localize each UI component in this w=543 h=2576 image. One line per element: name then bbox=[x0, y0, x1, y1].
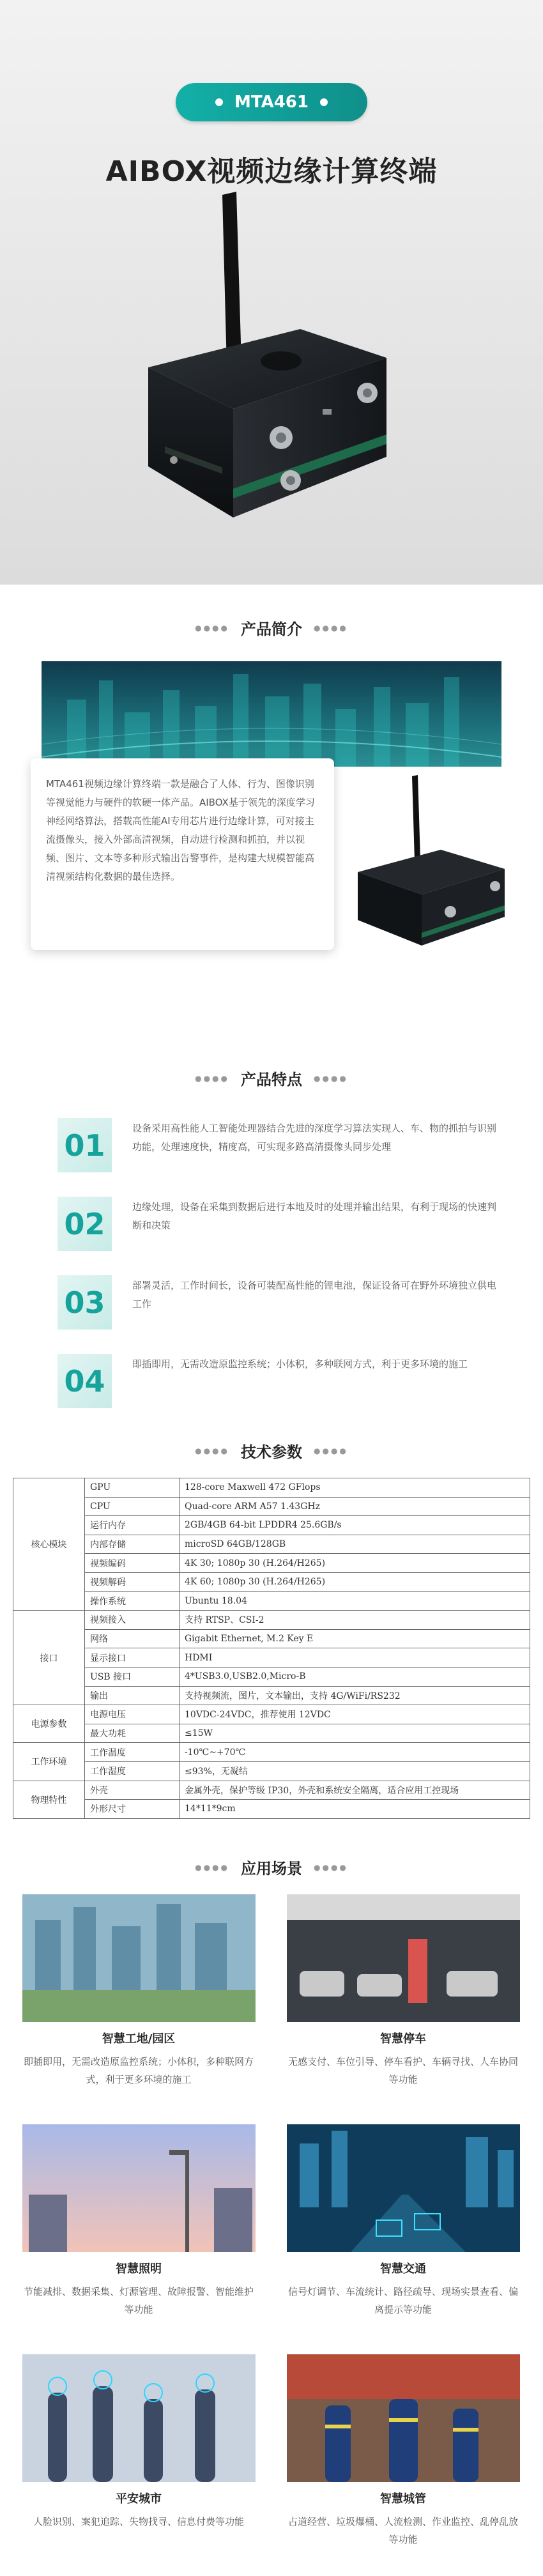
spec-value: 4K 30; 1080p 30 (H.264/H265) bbox=[180, 1554, 530, 1573]
smart-lighting-image bbox=[22, 2124, 256, 2252]
spec-value: 支持视频流，图片，文本输出，支持 4G/WiFi/RS232 bbox=[180, 1686, 530, 1705]
table-row bbox=[13, 1648, 530, 1667]
smart-traffic-image bbox=[287, 2124, 520, 2252]
spec-key: 工作温度 bbox=[85, 1743, 180, 1762]
model-badge bbox=[176, 83, 367, 121]
table-row bbox=[13, 1591, 530, 1611]
table-row bbox=[13, 1572, 530, 1591]
spec-key: 视频接入 bbox=[85, 1611, 180, 1630]
spec-value: ≤15W bbox=[180, 1724, 530, 1743]
feature-number: 03 bbox=[57, 1275, 112, 1330]
spec-key: 工作湿度 bbox=[85, 1761, 180, 1781]
intro-card bbox=[31, 758, 334, 950]
scene-desc: 节能减排、数据采集、灯源管理、故障报警、智能维护等功能 bbox=[23, 2286, 254, 2315]
scene-name: 智慧工地/园区 bbox=[102, 2032, 176, 2046]
feature-item bbox=[57, 1275, 505, 1330]
scene-desc: 人脸识别、案犯追踪、失物找寻、信息付费等功能 bbox=[33, 2516, 244, 2527]
right-dots-icon: ●●●● bbox=[314, 1073, 348, 1083]
city-background-image bbox=[42, 661, 501, 767]
table-row bbox=[13, 1686, 530, 1705]
spec-key: 最大功耗 bbox=[85, 1724, 180, 1743]
spec-key: 显示接口 bbox=[85, 1648, 180, 1667]
urban-management-image bbox=[287, 2354, 520, 2482]
table-row bbox=[13, 1535, 530, 1554]
scenes-heading: 应用场景 bbox=[241, 1860, 302, 1878]
feature-number: 02 bbox=[57, 1197, 112, 1251]
table-row bbox=[13, 1497, 530, 1516]
scenes-section bbox=[0, 1856, 543, 2556]
left-dots-icon: ●●●● bbox=[195, 1446, 229, 1455]
spec-key: USB 接口 bbox=[85, 1667, 180, 1686]
spec-value: ≤93%，无凝结 bbox=[180, 1761, 530, 1781]
feature-text: 部署灵活，工作时间长，设备可装配高性能的锂电池，保证设备可在野外环境独立供电工作 bbox=[132, 1280, 497, 1310]
table-row bbox=[13, 1667, 530, 1686]
spec-key: 视频编码 bbox=[85, 1554, 180, 1573]
spec-category: 物理特性 bbox=[13, 1781, 85, 1818]
spec-value: 4*USB3.0,USB2.0,Micro-B bbox=[180, 1667, 530, 1686]
feature-item bbox=[57, 1118, 505, 1172]
scene-name: 智慧照明 bbox=[116, 2262, 162, 2276]
spec-key: 电源电压 bbox=[85, 1705, 180, 1724]
safe-city-image bbox=[22, 2354, 256, 2482]
intro-text: MTA461视频边缘计算终端一款是融合了人体、行为、图像识别等视觉能力与硬件的软硬一体产品。AIBOX基于领先的深度学习神经网络算法，搭载高性能AI专用芯片进行边缘计算，可对接主流摄像头，接入外部高清视频，自动进行检测和抓拍，并以视频、图片、文本等多种形式输出告警事件，是构建大规模智能高清视频结构化数据的最佳选择。 bbox=[46, 778, 315, 882]
left-dots-icon: ●●●● bbox=[195, 1862, 229, 1872]
dot-icon bbox=[215, 98, 223, 106]
spec-value: HDMI bbox=[180, 1648, 530, 1667]
model-label: MTA461 bbox=[234, 93, 309, 112]
features-section bbox=[0, 1032, 543, 1428]
left-dots-icon: ●●●● bbox=[195, 1073, 229, 1083]
scene-name: 平安城市 bbox=[116, 2492, 162, 2506]
spec-key: 视频解码 bbox=[85, 1572, 180, 1591]
section-heading bbox=[0, 1067, 543, 1089]
spec-key: CPU bbox=[85, 1497, 180, 1516]
specs-heading: 技术参数 bbox=[241, 1443, 302, 1461]
intro-heading: 产品简介 bbox=[241, 620, 302, 638]
spec-value: 金属外壳，保护等级 IP30，外壳和系统安全隔离，适合应用工控现场 bbox=[180, 1781, 530, 1800]
spec-category: 接口 bbox=[13, 1611, 85, 1705]
spec-key: 外壳 bbox=[85, 1781, 180, 1800]
table-row bbox=[13, 1800, 530, 1819]
scene-card bbox=[285, 2354, 521, 2549]
table-row bbox=[13, 1516, 530, 1535]
smart-parking-image bbox=[287, 1894, 520, 2022]
scene-desc: 占道经营、垃圾爆桶、人流检测、作业监控、乱停乱放等功能 bbox=[287, 2516, 518, 2545]
hero-banner bbox=[0, 0, 543, 585]
spec-key: 网络 bbox=[85, 1629, 180, 1648]
scene-name: 智慧城管 bbox=[380, 2492, 426, 2506]
scene-card bbox=[285, 2124, 521, 2319]
feature-number: 04 bbox=[57, 1354, 112, 1408]
page-title: AIBOX视频边缘计算终端 bbox=[105, 155, 438, 188]
feature-text: 设备采用高性能人工智能处理器结合先进的深度学习算法实现人、车、物的抓拍与识别功能，处理速度快，精度高，可实现多路高清摄像头同步处理 bbox=[132, 1123, 497, 1153]
table-row bbox=[13, 1629, 530, 1648]
device-image bbox=[345, 770, 517, 962]
scene-name: 智慧停车 bbox=[380, 2032, 426, 2046]
scene-card bbox=[20, 2354, 257, 2531]
right-dots-icon: ●●●● bbox=[314, 1862, 348, 1872]
spec-value: 2GB/4GB 64-bit LPDDR4 25.6GB/s bbox=[180, 1516, 530, 1535]
spec-value: 14*11*9cm bbox=[180, 1800, 530, 1819]
specs-section bbox=[0, 1428, 543, 1856]
section-heading bbox=[0, 1439, 543, 1462]
spec-value: microSD 64GB/128GB bbox=[180, 1535, 530, 1554]
table-row bbox=[13, 1743, 530, 1762]
scene-card bbox=[285, 1894, 521, 2089]
spec-key: 外形尺寸 bbox=[85, 1800, 180, 1819]
scene-desc: 信号灯调节、车流统计、路径疏导、现场实景查看、偏离提示等功能 bbox=[287, 2286, 518, 2315]
spec-key: 操作系统 bbox=[85, 1591, 180, 1611]
table-row bbox=[13, 1724, 530, 1743]
spec-value: 4K 60; 1080p 30 (H.264/H265) bbox=[180, 1572, 530, 1591]
features-heading: 产品特点 bbox=[241, 1071, 302, 1089]
spec-value: Gigabit Ethernet, M.2 Key E bbox=[180, 1629, 530, 1648]
table-row bbox=[13, 1611, 530, 1630]
table-row bbox=[13, 1478, 530, 1498]
right-dots-icon: ●●●● bbox=[314, 1446, 348, 1455]
feature-text: 即插即用，无需改造原监控系统；小体积，多种联网方式，利于更多环境的施工 bbox=[132, 1358, 468, 1370]
spec-value: 10VDC-24VDC，推荐使用 12VDC bbox=[180, 1705, 530, 1724]
feature-text: 边缘处理，设备在采集到数据后进行本地及时的处理并输出结果，有利于现场的快速判断和决策 bbox=[132, 1201, 497, 1231]
spec-key: 运行内存 bbox=[85, 1516, 180, 1535]
spec-value: 128-core Maxwell 472 GFlops bbox=[180, 1478, 530, 1498]
table-row bbox=[13, 1761, 530, 1781]
scene-desc: 即插即用，无需改造原监控系统；小体积，多种联网方式，利于更多环境的施工 bbox=[23, 2056, 254, 2085]
spec-key: 输出 bbox=[85, 1686, 180, 1705]
spec-value: Quad-core ARM A57 1.43GHz bbox=[180, 1497, 530, 1516]
feature-number: 01 bbox=[57, 1118, 112, 1172]
spec-category: 电源参数 bbox=[13, 1705, 85, 1743]
section-heading bbox=[0, 617, 543, 639]
spec-key: 内部存储 bbox=[85, 1535, 180, 1554]
scene-card bbox=[20, 2124, 257, 2319]
scene-desc: 无感支付、车位引导、停车看护、车辆寻找、人车协同等功能 bbox=[287, 2056, 518, 2085]
intro-section bbox=[0, 585, 543, 1032]
feature-item bbox=[57, 1354, 505, 1408]
dot-icon bbox=[320, 98, 328, 106]
spec-value: -10℃~+70℃ bbox=[180, 1743, 530, 1762]
spec-value: 支持 RTSP、CSI-2 bbox=[180, 1611, 530, 1630]
smart-park-image bbox=[22, 1894, 256, 2022]
left-dots-icon: ●●●● bbox=[195, 623, 229, 632]
table-row bbox=[13, 1705, 530, 1724]
section-heading bbox=[0, 1856, 543, 1878]
scene-card bbox=[20, 1894, 257, 2089]
right-dots-icon: ●●●● bbox=[314, 623, 348, 632]
table-row bbox=[13, 1554, 530, 1573]
spec-key: GPU bbox=[85, 1478, 180, 1498]
spec-value: Ubuntu 18.04 bbox=[180, 1591, 530, 1611]
spec-table bbox=[13, 1478, 530, 1819]
spec-category: 核心模块 bbox=[13, 1478, 85, 1611]
feature-item bbox=[57, 1197, 505, 1251]
scene-name: 智慧交通 bbox=[380, 2262, 426, 2276]
table-row bbox=[13, 1781, 530, 1800]
spec-category: 工作环境 bbox=[13, 1743, 85, 1781]
